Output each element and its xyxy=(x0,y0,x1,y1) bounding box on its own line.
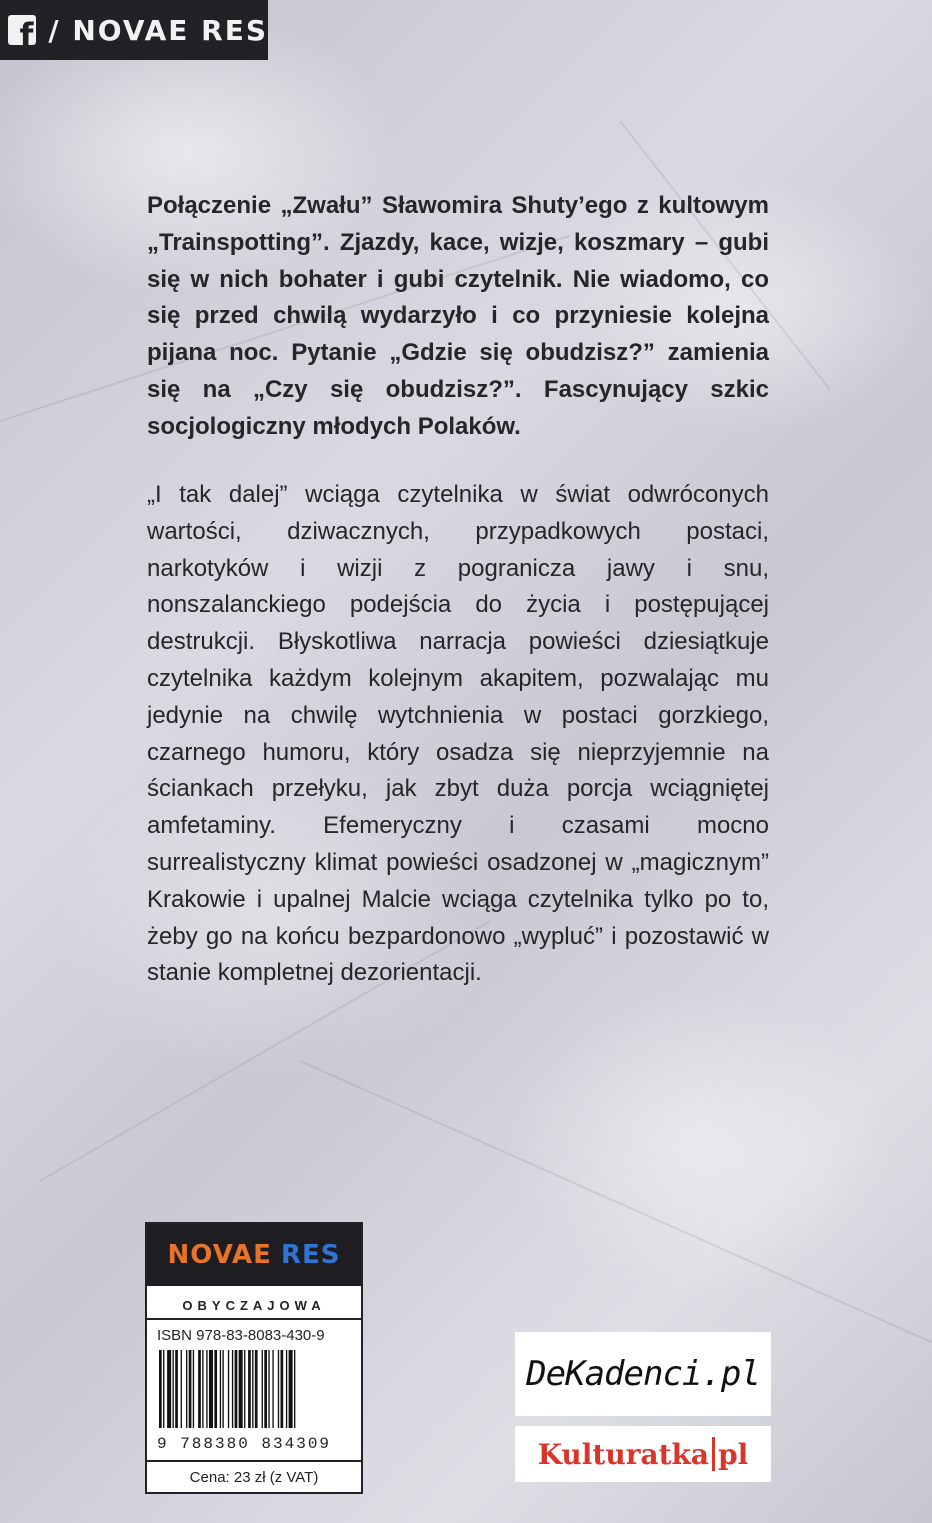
barcode-bar xyxy=(220,1350,221,1428)
barcode-bar xyxy=(262,1350,263,1428)
barcode-bar xyxy=(272,1350,273,1428)
barcode-bar xyxy=(235,1350,238,1428)
publisher-logo-part1: NOVAE xyxy=(167,1240,272,1270)
book-blurb: Połączenie „Zwału” Sławomira Shuty’ego z kultowym „Trainspotting”. Zjazdy, kace, wizje, koszmary – gubi się w nich bohater i gubi czytelnik. Nie wiadomo, co się przed chwilą wydarzyło i co przyniesie kolejna pijana noc. Pytanie „Gdzie się obudzisz?” zamienia się na „Czy się obudzisz?”. Fascynujący szkic socjologiczny młodych Polaków. xyxy=(147,192,769,440)
kulturatka-logo-tld: pl xyxy=(718,1437,749,1471)
barcode-bar xyxy=(289,1350,293,1428)
top-brand-bar xyxy=(0,0,268,60)
publisher-logo-part2: RES xyxy=(280,1240,341,1270)
barcode-bar xyxy=(286,1350,287,1428)
barcode-bar xyxy=(278,1350,279,1428)
barcode-bar xyxy=(189,1350,192,1428)
barcode-bar xyxy=(173,1350,174,1428)
barcode-bar xyxy=(239,1350,243,1428)
kulturatka-logo-main: Kulturatka xyxy=(537,1437,710,1471)
barcode-bar xyxy=(244,1350,245,1428)
barcode-bar xyxy=(228,1350,229,1428)
price-label: Cena: 23 zł (z VAT) xyxy=(147,1460,361,1492)
barcode-bar xyxy=(206,1350,207,1428)
facebook-icon: f xyxy=(8,15,36,45)
barcode-bar xyxy=(222,1350,223,1428)
kulturatka-separator xyxy=(712,1437,715,1471)
barcode-digits: 9 788380 834309 xyxy=(157,1435,332,1453)
isbn-number: ISBN 978-83-8083-430-9 xyxy=(157,1327,325,1344)
publisher-brand: / NOVAE RES xyxy=(48,13,268,47)
barcode-bar xyxy=(163,1350,164,1428)
barcode-bar xyxy=(264,1350,267,1428)
kulturatka-logo xyxy=(515,1426,771,1482)
genre-label: OBYCZAJOWA xyxy=(147,1292,361,1320)
book-info-box xyxy=(145,1222,363,1494)
paper-crease xyxy=(300,1060,932,1347)
barcode-bar xyxy=(268,1350,269,1428)
barcode-bar xyxy=(202,1350,203,1428)
barcode-bar xyxy=(281,1350,284,1428)
barcode-bar xyxy=(252,1350,253,1428)
barcode-bar xyxy=(294,1350,295,1428)
barcode-bar xyxy=(167,1350,171,1428)
barcode-bar xyxy=(232,1350,233,1428)
barcode xyxy=(157,1350,349,1428)
barcode-bar xyxy=(255,1350,258,1428)
dekadenci-logo: DeKadenci.pl xyxy=(515,1332,771,1416)
barcode-bar xyxy=(181,1350,182,1428)
barcode-bar xyxy=(209,1350,213,1428)
barcode-bar xyxy=(186,1350,187,1428)
barcode-bar xyxy=(248,1350,251,1428)
publisher-logo xyxy=(147,1224,361,1286)
book-description: „I tak dalej” wciąga czytelnika w świat odwróconych wartości, dziwacznych, przypadkowych postaci, narkotyków i wizji z pogranicza jawy i snu, nonszalanckiego podejścia do życia i postępującej destrukcji. Błyskotliwa narracja powieści dziesiątkuje czytelnika każdym kolejnym akapitem, pozwalając mu jedynie na chwilę wytchnienia w postaci gorzkiego, czarnego humoru, który osadza się nieprzyjemnie na ściankach przełyku, jak zbyt duża porcja wciągniętej amfetaminy. Efemeryczny i czasami mocno surrealistyczny klimat powieści osadzonej w „magicznym” Krakowie i upalnej Malcie wciąga czytelnika tylko po to, żeby go na końcu bezpardonowo „wypluć” i pozostawić w stanie kompletnej dezorientacji. xyxy=(147,481,769,987)
barcode-bar xyxy=(214,1350,217,1428)
barcode-bar xyxy=(198,1350,201,1428)
barcode-bar xyxy=(159,1350,162,1428)
barcode-bar xyxy=(193,1350,194,1428)
barcode-bar xyxy=(175,1350,178,1428)
